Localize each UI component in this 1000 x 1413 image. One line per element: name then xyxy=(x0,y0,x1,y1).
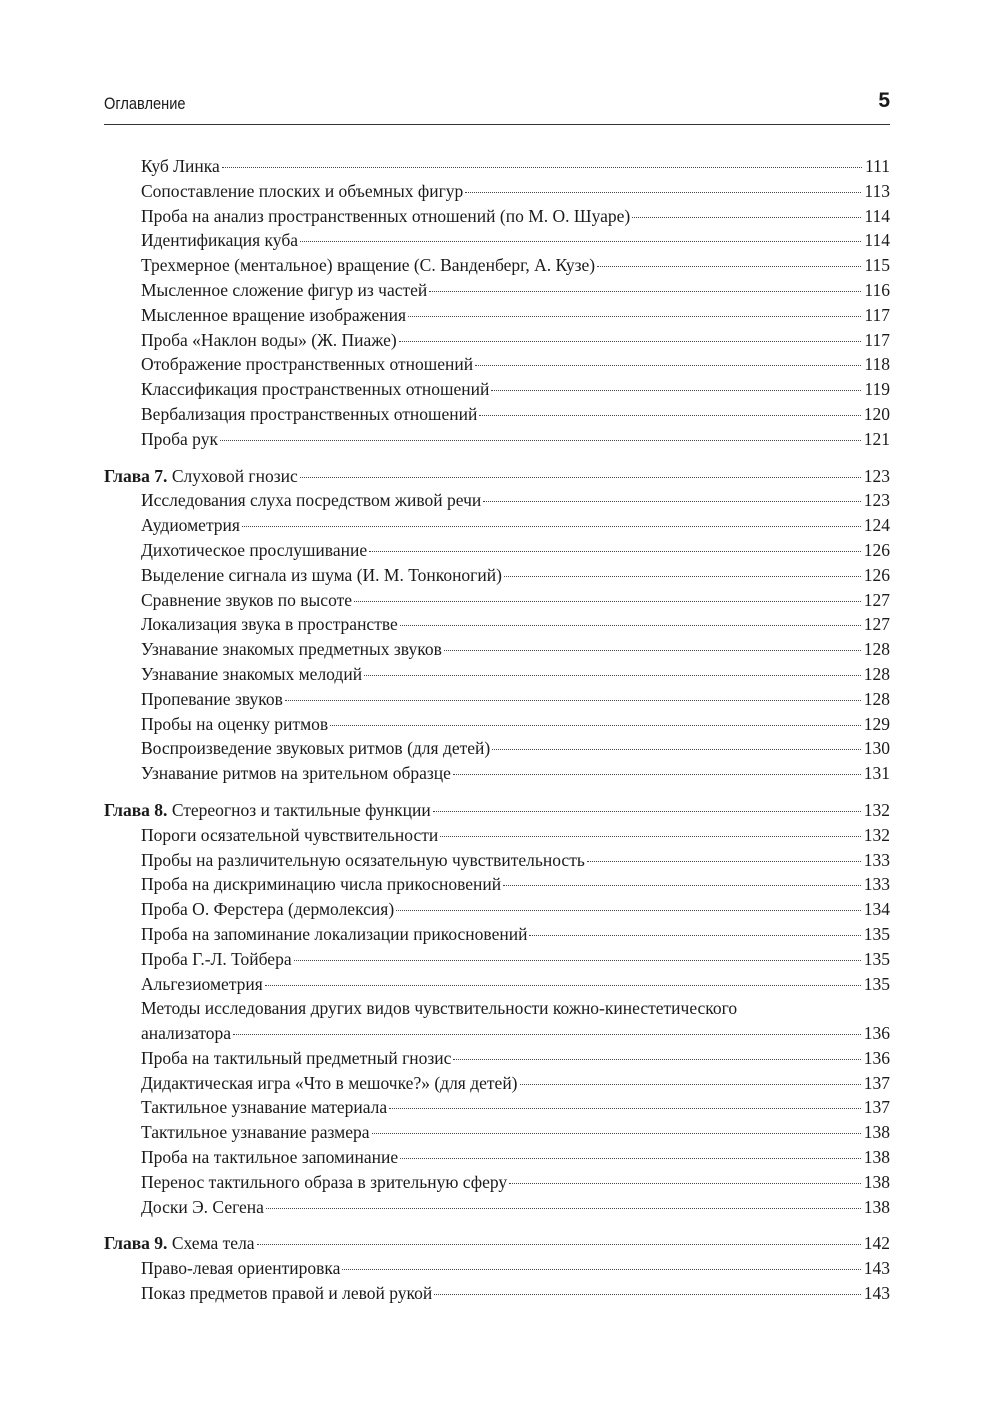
dot-leader xyxy=(220,440,861,441)
toc-entry xyxy=(104,563,890,588)
dot-leader xyxy=(396,910,861,911)
toc-entry xyxy=(104,687,890,712)
entry-page-number: 124 xyxy=(863,515,890,536)
entry-title: Тактильное узнавание материала xyxy=(141,1097,388,1118)
entry-title: Мысленное вращение изображения xyxy=(141,304,407,325)
entry-title: Проба на тактильное запоминание xyxy=(141,1147,399,1168)
dot-leader xyxy=(520,1084,861,1085)
chapter-heading xyxy=(104,1231,890,1256)
entry-page-number: 111 xyxy=(865,156,890,176)
dot-leader xyxy=(400,625,861,626)
chapter-block xyxy=(104,798,890,1220)
toc-entry xyxy=(104,538,890,563)
entry-page-number: 120 xyxy=(863,403,890,424)
chapter-title: Слуховой гнозис xyxy=(171,465,298,486)
entry-page-number: 128 xyxy=(863,688,890,709)
entry-page-number: 134 xyxy=(863,899,890,920)
toc-entry xyxy=(104,328,890,353)
chapter-title-wrap xyxy=(104,1231,255,1256)
chapter-heading xyxy=(104,464,890,489)
chapter-page-number: 132 xyxy=(863,799,890,820)
dot-leader xyxy=(475,365,861,366)
entry-title: Проба на тактильный предметный гнозис xyxy=(141,1047,452,1068)
toc-entry xyxy=(104,278,890,303)
entry-title: Доски Э. Сегена xyxy=(141,1196,264,1217)
dot-leader xyxy=(408,316,861,317)
entry-title: Проба «Наклон воды» (Ж. Пиаже) xyxy=(141,329,397,350)
chapter-block xyxy=(104,154,890,452)
entry-page-number: 117 xyxy=(864,304,890,325)
toc-entry xyxy=(104,1071,890,1096)
entry-page-number: 143 xyxy=(863,1258,890,1279)
toc-entry xyxy=(104,179,890,204)
toc-entry xyxy=(104,637,890,662)
entry-title: Мысленное сложение фигур из частей xyxy=(141,279,428,300)
entry-page-number: 135 xyxy=(863,948,890,969)
entry-page-number: 130 xyxy=(863,738,890,759)
dot-leader xyxy=(300,477,861,478)
entry-title: Проба О. Ферстера (дермолексия) xyxy=(141,899,395,920)
toc-entry xyxy=(104,204,890,229)
dot-leader xyxy=(222,167,862,168)
entry-title: Дихотическое прослушивание xyxy=(141,539,368,560)
dot-leader xyxy=(265,985,861,986)
toc-entry xyxy=(104,1170,890,1195)
entry-page-number: 113 xyxy=(864,180,890,201)
entry-title: Идентификация куба xyxy=(141,230,298,251)
toc-entry xyxy=(104,947,890,972)
entry-title: Проба на дискриминацию числа прикосновений xyxy=(141,874,502,895)
entry-title: Проба рук xyxy=(141,428,218,449)
toc-entry xyxy=(104,228,890,253)
entry-title: Классификация пространственных отношений xyxy=(141,379,490,400)
dot-leader xyxy=(364,675,861,676)
toc-entry xyxy=(104,972,890,997)
toc-entry xyxy=(104,303,890,328)
entry-page-number: 116 xyxy=(864,279,890,300)
toc-entry xyxy=(104,922,890,947)
dot-leader xyxy=(465,192,861,193)
entry-page-number: 126 xyxy=(863,539,890,560)
dot-leader xyxy=(372,1133,861,1134)
entry-page-number: 136 xyxy=(863,1047,890,1068)
entry-page-number: 121 xyxy=(863,428,890,449)
toc-entry xyxy=(104,1256,890,1281)
entry-page-number: 136 xyxy=(863,1023,890,1044)
dot-leader xyxy=(479,415,860,416)
chapter-block xyxy=(104,464,890,786)
entry-page-number: 137 xyxy=(863,1097,890,1118)
entry-title: Воспроизведение звуковых ритмов (для детей) xyxy=(141,738,491,759)
entry-title: Пробы на различительную осязательную чувствительность xyxy=(141,849,585,870)
entry-page-number: 117 xyxy=(864,329,890,350)
entry-page-number: 114 xyxy=(864,205,890,226)
toc-entry xyxy=(104,1281,890,1306)
dot-leader xyxy=(233,1034,861,1035)
entry-title: Проба Г.-Л. Тойбера xyxy=(141,948,292,969)
toc-entry xyxy=(104,897,890,922)
entry-title-continuation: анализатора xyxy=(141,1023,232,1044)
entry-page-number: 127 xyxy=(863,589,890,610)
chapter-label: Глава 8. xyxy=(104,799,168,820)
dot-leader xyxy=(429,291,861,292)
entry-title: Альгезиометрия xyxy=(141,973,263,994)
entry-title: Методы исследования других видов чувствительности кожно-кинестетического xyxy=(141,998,738,1019)
toc-entry xyxy=(104,761,890,786)
chapter-label: Глава 9. xyxy=(104,1233,168,1254)
entry-page-number: 119 xyxy=(864,379,890,400)
entry-title: Показ предметов правой и левой рукой xyxy=(141,1283,433,1304)
dot-leader xyxy=(400,1158,861,1159)
entry-title: Аудиометрия xyxy=(141,515,240,536)
entry-page-number: 137 xyxy=(863,1072,890,1093)
dot-leader xyxy=(369,551,861,552)
header-title: Оглавление xyxy=(104,94,186,113)
entry-title: Пропевание звуков xyxy=(141,688,283,709)
entry-title: Сопоставление плоских и объемных фигур xyxy=(141,180,464,201)
dot-leader xyxy=(257,1244,861,1245)
chapter-page-number: 142 xyxy=(863,1233,890,1254)
dot-leader xyxy=(453,1059,860,1060)
chapter-heading xyxy=(104,798,890,823)
entry-title: Перенос тактильного образа в зрительную сферу xyxy=(141,1171,508,1192)
table-of-contents xyxy=(104,154,890,1318)
entry-page-number: 133 xyxy=(863,849,890,870)
dot-leader xyxy=(433,811,861,812)
entry-title: Проба на запоминание локализации прикосновений xyxy=(141,923,528,944)
entry-page-number: 118 xyxy=(864,354,890,375)
entry-page-number: 138 xyxy=(863,1196,890,1217)
toc-entry xyxy=(104,848,890,873)
chapter-title: Стереогноз и тактильные функции xyxy=(171,799,431,820)
toc-entry xyxy=(104,823,890,848)
entry-page-number: 138 xyxy=(863,1147,890,1168)
entry-page-number: 131 xyxy=(863,763,890,784)
entry-page-number: 135 xyxy=(863,973,890,994)
toc-entry-continuation xyxy=(104,1021,890,1046)
entry-title: Исследования слуха посредством живой речи xyxy=(141,490,482,511)
dot-leader xyxy=(354,601,861,602)
entry-page-number: 126 xyxy=(863,564,890,585)
dot-leader xyxy=(483,501,861,502)
dot-leader xyxy=(503,885,861,886)
dot-leader xyxy=(491,390,861,391)
dot-leader xyxy=(434,1294,860,1295)
toc-entry xyxy=(104,1046,890,1071)
dot-leader xyxy=(632,217,861,218)
chapter-title-wrap xyxy=(104,464,298,489)
header-page-number: 5 xyxy=(878,89,890,112)
chapter-title: Схема тела xyxy=(171,1233,255,1254)
dot-leader xyxy=(453,774,861,775)
dot-leader xyxy=(285,700,861,701)
entry-page-number: 114 xyxy=(864,230,890,251)
entry-title: Тактильное узнавание размера xyxy=(141,1122,370,1143)
dot-leader xyxy=(504,576,861,577)
entry-title: Дидактическая игра «Что в мешочке?» (для детей) xyxy=(141,1072,518,1093)
toc-entry xyxy=(104,872,890,897)
toc-entry xyxy=(104,253,890,278)
dot-leader xyxy=(440,836,861,837)
entry-title: Узнавание ритмов на зрительном образце xyxy=(141,763,451,784)
toc-entry xyxy=(104,736,890,761)
toc-entry xyxy=(104,427,890,452)
dot-leader xyxy=(597,266,861,267)
toc-entry xyxy=(104,488,890,513)
entry-page-number: 132 xyxy=(863,824,890,845)
dot-leader xyxy=(492,749,861,750)
entry-title: Куб Линка xyxy=(141,156,220,176)
dot-leader xyxy=(266,1208,861,1209)
chapter-title-wrap xyxy=(104,798,431,823)
entry-page-number: 143 xyxy=(863,1283,890,1304)
toc-entry xyxy=(104,1195,890,1220)
entry-page-number: 129 xyxy=(863,713,890,734)
entry-page-number: 135 xyxy=(863,923,890,944)
toc-entry xyxy=(104,352,890,377)
entry-page-number: 128 xyxy=(863,663,890,684)
toc-entry xyxy=(104,377,890,402)
entry-page-number: 115 xyxy=(864,255,890,276)
entry-title: Пробы на оценку ритмов xyxy=(141,713,329,734)
dot-leader xyxy=(294,960,861,961)
entry-title: Трехмерное (ментальное) вращение (С. Ванденберг, А. Кузе) xyxy=(141,255,596,276)
dot-leader xyxy=(529,935,860,936)
dot-leader xyxy=(389,1108,861,1109)
entry-title: Вербализация пространственных отношений xyxy=(141,403,478,424)
dot-leader xyxy=(509,1183,861,1184)
entry-page-number: 133 xyxy=(863,874,890,895)
toc-entry xyxy=(104,1145,890,1170)
entry-page-number: 138 xyxy=(863,1171,890,1192)
dot-leader xyxy=(587,861,861,862)
toc-entry xyxy=(104,712,890,737)
entry-page-number: 127 xyxy=(863,614,890,635)
entry-page-number: 123 xyxy=(863,490,890,511)
toc-entry xyxy=(104,1120,890,1145)
running-header xyxy=(104,88,890,125)
toc-entry xyxy=(104,513,890,538)
toc-entry xyxy=(104,996,890,1021)
dot-leader xyxy=(342,1269,860,1270)
entry-title: Пороги осязательной чувствительности xyxy=(141,824,439,845)
entry-title: Выделение сигнала из шума (И. М. Тонконогий) xyxy=(141,564,502,585)
dot-leader xyxy=(399,341,862,342)
toc-entry xyxy=(104,402,890,427)
chapter-label: Глава 7. xyxy=(104,465,168,486)
toc-entry xyxy=(104,1095,890,1120)
entry-title: Право-левая ориентировка xyxy=(141,1258,341,1279)
entry-page-number: 128 xyxy=(863,639,890,660)
entry-title: Сравнение звуков по высоте xyxy=(141,589,352,610)
entry-title: Проба на анализ пространственных отношений (по М. О. Шуаре) xyxy=(141,205,631,226)
toc-entry xyxy=(104,588,890,613)
entry-title: Узнавание знакомых мелодий xyxy=(141,663,363,684)
dot-leader xyxy=(444,650,861,651)
chapter-page-number: 123 xyxy=(863,465,890,486)
toc-entry xyxy=(104,154,890,179)
toc-entry xyxy=(104,662,890,687)
toc-entry xyxy=(104,612,890,637)
chapter-block xyxy=(104,1231,890,1305)
dot-leader xyxy=(242,526,861,527)
entry-page-number: 138 xyxy=(863,1122,890,1143)
entry-title: Узнавание знакомых предметных звуков xyxy=(141,639,442,660)
entry-title: Локализация звука в пространстве xyxy=(141,614,398,635)
dot-leader xyxy=(300,241,861,242)
entry-title: Отображение пространственных отношений xyxy=(141,354,474,375)
dot-leader xyxy=(330,725,861,726)
